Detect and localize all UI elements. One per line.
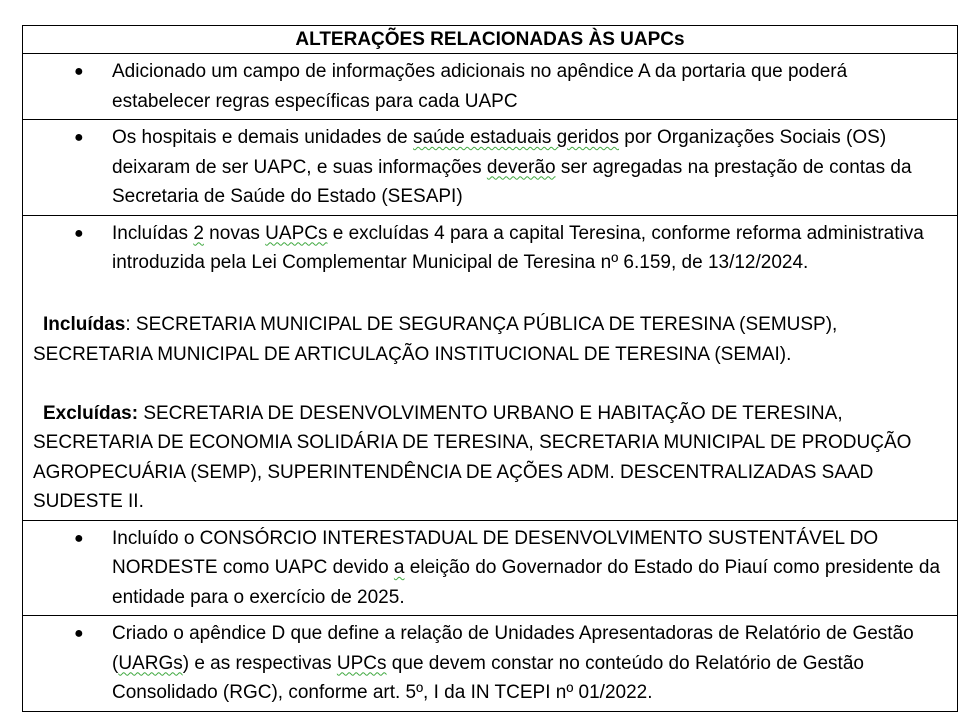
item-text-part: por Organizações Sociais (OS) deixaram de ser UAPC, e suas informações [112,127,887,178]
table-row-teresina-uapcs [23,215,958,520]
excluded-text: SECRETARIA DE DESENVOLVIMENTO URBANO E HABITAÇÃO DE TERESINA, SECRETARIA DE ECONOMIA SOLIDÁRIA DE TERESINA, SECRETARIA MUNICIPAL DE PRODUÇÃO AGROPECUÁRIA (SEMP), SUPERINTENDÊNCIA DE AÇÕES ADM. DESCENTRALIZADAS SAAD SUDESTE II. [33,402,912,512]
item-text-part: eleição do Governador do Estado do Piauí como presidente da entidade para o exercício de 2025. [112,557,941,608]
item-text-part: e excluídas 4 para a capital Teresina, conforme reforma administrativa introduzida pela Lei Complementar Municipal de Teresina nº 6.159, de 13/12/2024. [112,222,924,273]
list-item [23,120,957,215]
item-text-part: novas [203,222,266,244]
uapc-changes-table [22,25,958,712]
grammar-flagged-text: saúde estaduais geridos [413,127,619,148]
item-text: Adicionado um campo de informações adicionais no apêndice A da portaria que poderá estabelecer regras específicas para cada UAPC [112,61,848,112]
item-text-part: Os hospitais e demais unidades de [112,127,414,148]
table-header-row [23,26,958,54]
grammar-flagged-text: deverão [486,156,556,178]
table-row-campo-adicional [23,54,958,120]
list-item [23,616,957,711]
list-item [23,521,957,616]
table-cell [23,616,958,712]
table-cell [23,215,958,520]
bullet-icon: ● [74,224,84,242]
spelling-flagged-text: UAPCs [265,222,328,244]
table-row-apendice-d [23,616,958,712]
grammar-flagged-text: 2 [193,222,204,244]
item-text-part: Incluído o CONSÓRCIO INTERESTADUAL DE DESENVOLVIMENTO SUSTENTÁVEL DO NORDESTE como UAPC devido [112,527,879,578]
item-text-part: Incluídas [112,222,194,244]
item-text-part: ) e as respectivas [182,652,337,674]
included-text: : SECRETARIA MUNICIPAL DE SEGURANÇA PÚBLICA DE TERESINA (SEMUSP), SECRETARIA MUNICIPAL DE ARTICULAÇÃO INSTITUCIONAL DE TERESINA (SEMAI). [33,314,838,365]
table-cell [23,54,958,120]
table-row-consorcio-nordeste [23,520,958,616]
item-text-part: Criado o apêndice D que define a relação de Unidades Apresentadoras de Relatório de Gestão ( [112,623,914,674]
excluded-paragraph [23,399,957,520]
paragraph-spacer [23,281,957,311]
bullet-icon: ● [74,529,84,547]
list-item [23,54,957,119]
table-cell [23,520,958,616]
included-paragraph [23,310,957,369]
table-title: ALTERAÇÕES RELACIONADAS ÀS UAPCs [23,26,958,54]
spelling-flagged-text: UARGs [118,652,183,674]
table-row-hospitais-os [23,120,958,216]
paragraph-spacer [23,369,957,399]
item-text-part: ser agregadas na prestação de contas da Secretaria de Saúde do Estado (SESAPI) [112,156,912,207]
grammar-flagged-text: a [393,557,405,578]
spelling-flagged-text: UPCs [336,652,387,674]
bullet-icon: ● [74,129,84,146]
bullet-icon: ● [74,63,84,80]
bullet-icon: ● [74,625,84,642]
item-text-part: que devem constar no conteúdo do Relatório de Gestão Consolidado (RGC), conforme art. 5º, I da IN TCEPI nº 01/2022. [112,652,864,703]
included-label: Incluídas [43,314,126,335]
list-item [23,216,957,281]
table-cell [23,120,958,216]
excluded-label: Excluídas: [43,402,139,424]
